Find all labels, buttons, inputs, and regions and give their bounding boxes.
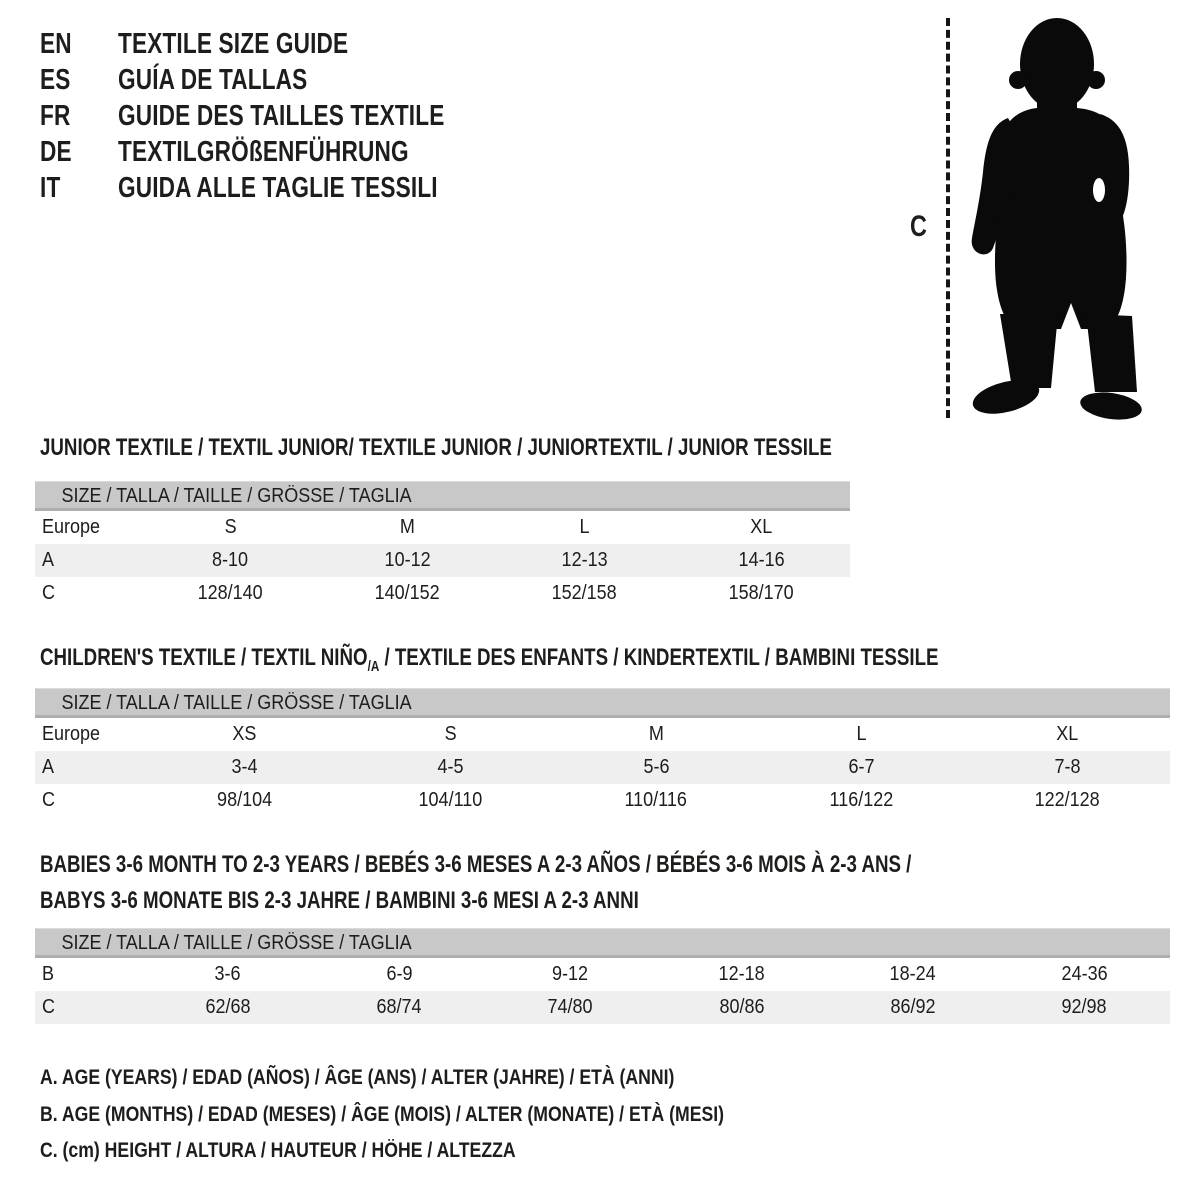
- table-cell: 14-16: [738, 549, 785, 571]
- table-cell: XL: [750, 516, 773, 538]
- toddler-silhouette-icon: [962, 14, 1142, 422]
- size-table-rows: [35, 718, 1170, 817]
- childrens-size-table: [35, 688, 1170, 817]
- table-row: [35, 991, 1170, 1024]
- table-cell: 10-12: [384, 549, 431, 571]
- junior-size-table: [35, 481, 850, 610]
- table-cell: 152/158: [551, 582, 618, 604]
- table-row: [35, 577, 850, 610]
- language-code: IT: [40, 172, 61, 204]
- table-cell: S: [224, 516, 237, 538]
- table-cell: 68/74: [376, 996, 422, 1018]
- section-title: [40, 642, 1192, 678]
- section-title: [40, 849, 1157, 921]
- language-row: [40, 134, 559, 170]
- table-cell: 6-7: [848, 756, 875, 778]
- table-cell: 116/122: [829, 789, 894, 811]
- table-row: [35, 511, 850, 544]
- table-cell: XL: [1056, 723, 1079, 745]
- row-label: A: [42, 549, 55, 571]
- language-row: [40, 62, 559, 98]
- table-cell: 6-9: [385, 963, 412, 985]
- language-row: [40, 98, 559, 134]
- height-measure-label: C: [910, 210, 927, 243]
- language-code: EN: [40, 28, 72, 60]
- language-guide-title: TEXTILGRÖßENFÜHRUNG: [118, 136, 409, 168]
- language-guide-title: TEXTILE SIZE GUIDE: [118, 28, 349, 60]
- table-cell: 24-36: [1061, 963, 1108, 985]
- language-list: [40, 26, 559, 206]
- language-code: FR: [40, 100, 71, 132]
- table-cell: M: [648, 723, 664, 745]
- table-cell: 92/98: [1061, 996, 1107, 1018]
- table-cell: 12-18: [718, 963, 765, 985]
- size-table-rows: [35, 958, 1170, 1024]
- language-code: DE: [40, 136, 72, 168]
- language-code: ES: [40, 64, 71, 96]
- table-cell: 128/140: [197, 582, 264, 604]
- table-cell: 86/92: [890, 996, 936, 1018]
- table-cell: 122/128: [1034, 789, 1100, 811]
- table-cell: S: [444, 723, 457, 745]
- table-cell: L: [579, 516, 590, 538]
- table-cell: 158/170: [728, 582, 795, 604]
- size-table-rows: [35, 511, 850, 610]
- section-title-line: CHILDREN'S TEXTILE / TEXTIL $NIÑO_{/A}$ / TEXTILE DES ENFANTS / KINDERTEXTIL / BAMBINI TESSILE: [40, 644, 939, 675]
- table-row: [35, 751, 1170, 784]
- table-cell: 62/68: [205, 996, 251, 1018]
- table-cell: XS: [232, 723, 257, 745]
- table-cell: 12-13: [561, 549, 608, 571]
- size-table-header: SIZE / TALLA / TAILLE / GRÖSSE / TAGLIA: [35, 481, 850, 511]
- height-measure-dashed-line: [946, 18, 950, 418]
- row-label: C: [42, 996, 56, 1018]
- table-cell: 3-6: [214, 963, 241, 985]
- table-cell: 18-24: [889, 963, 936, 985]
- table-row: [35, 544, 850, 577]
- table-cell: 8-10: [212, 549, 249, 571]
- legend-line: A. AGE (YEARS) / EDAD (AÑOS) / ÂGE (ANS) / ALTER (JAHRE) / ETÀ (ANNI): [40, 1066, 675, 1089]
- language-guide-title: GUIDA ALLE TAGLIE TESSILI: [118, 172, 438, 204]
- table-cell: 140/152: [374, 582, 441, 604]
- row-label: Europe: [42, 723, 101, 745]
- size-table-header: SIZE / TALLA / TAILLE / GRÖSSE / TAGLIA: [35, 688, 1170, 718]
- babies-size-table: [35, 928, 1170, 1024]
- row-label: A: [42, 756, 55, 778]
- table-row: [35, 718, 1170, 751]
- table-cell: 110/116: [624, 789, 688, 811]
- section-title-line: BABIES 3-6 MONTH TO 2-3 YEARS / BEBÉS 3-6 MESES A 2-3 AÑOS / BÉBÉS 3-6 MOIS À 2-3 ANS /: [40, 851, 912, 878]
- table-cell: 74/80: [547, 996, 593, 1018]
- table-cell: 4-5: [437, 756, 464, 778]
- language-guide-title: GUÍA DE TALLAS: [118, 64, 308, 96]
- table-cell: 3-4: [231, 756, 258, 778]
- size-table-header: SIZE / TALLA / TAILLE / GRÖSSE / TAGLIA: [35, 928, 1170, 958]
- language-row: [40, 26, 559, 62]
- legend-line: C. (cm) HEIGHT / ALTURA / HAUTEUR / HÖHE / ALTEZZA: [40, 1139, 516, 1162]
- row-label: B: [42, 963, 55, 985]
- section-title-line: BABYS 3-6 MONATE BIS 2-3 JAHRE / BAMBINI 3-6 MESI A 2-3 ANNI: [40, 887, 639, 914]
- table-cell: 104/110: [418, 789, 483, 811]
- section-title-line: JUNIOR TEXTILE / TEXTIL JUNIOR/ TEXTILE JUNIOR / JUNIORTEXTIL / JUNIOR TESSILE: [40, 434, 832, 461]
- table-cell: M: [399, 516, 415, 538]
- table-cell: 5-6: [642, 756, 669, 778]
- row-label: Europe: [42, 516, 101, 538]
- table-cell: 80/86: [719, 996, 765, 1018]
- table-cell: 7-8: [1054, 756, 1081, 778]
- row-label: C: [42, 582, 56, 604]
- legend: [40, 1060, 854, 1170]
- table-cell: L: [856, 723, 867, 745]
- row-label: C: [42, 789, 56, 811]
- table-cell: 98/104: [217, 789, 273, 811]
- legend-line: B. AGE (MONTHS) / EDAD (MESES) / ÂGE (MOIS) / ALTER (MONATE) / ETÀ (MESI): [40, 1102, 725, 1126]
- language-row: [40, 170, 559, 206]
- section-title: [40, 432, 1055, 468]
- table-row: [35, 958, 1170, 991]
- table-row: [35, 784, 1170, 817]
- table-cell: 9-12: [552, 963, 589, 985]
- language-guide-title: GUIDE DES TAILLES TEXTILE: [118, 100, 445, 132]
